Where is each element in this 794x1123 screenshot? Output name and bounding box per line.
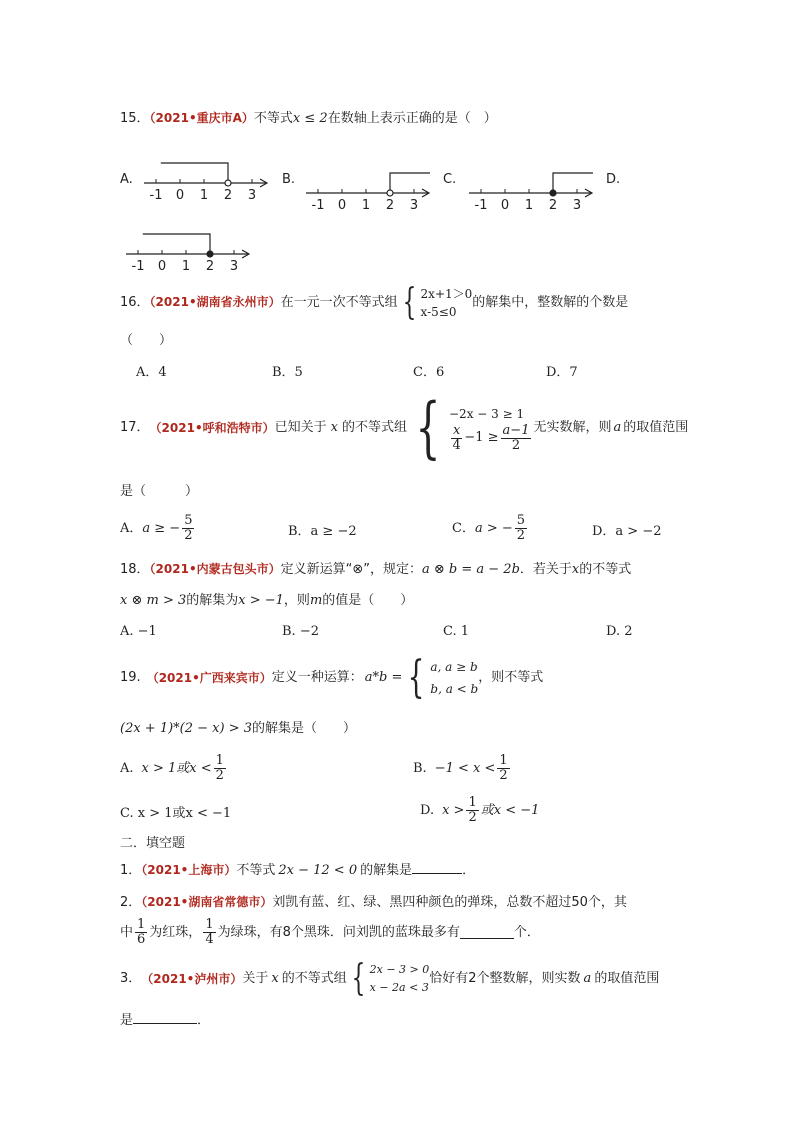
case-line: b, a < b <box>430 682 479 696</box>
question-text: 已知关于 <box>274 420 327 435</box>
option-c[interactable]: C. x > 1或x < −1 <box>120 806 232 821</box>
question-text: 的值是（ ） <box>322 593 414 608</box>
tick-label: -1 <box>149 188 163 203</box>
fraction-denominator: 2 <box>499 768 508 783</box>
question-text: 是 <box>120 1013 134 1028</box>
question-text: 刘凯有蓝、红、绿、黑四种颜色的弹珠，总数不超过50个，其 <box>272 895 627 910</box>
brace-icon: { <box>407 652 425 703</box>
math-expression: x ≤ 2 <box>292 111 328 126</box>
number-line-d-svg <box>122 226 262 276</box>
solution-bracket <box>390 173 430 190</box>
fraction-numerator: 5 <box>516 513 526 528</box>
question-source: （2021•泸州市） <box>141 972 243 986</box>
question-19-line2 <box>120 721 356 737</box>
question-source: （2021•湖南省永州市） <box>149 295 281 309</box>
question-19 <box>120 652 544 703</box>
math-variable: x <box>271 971 279 986</box>
tick-label: -1 <box>131 259 145 274</box>
fill-question-2-line2 <box>120 918 540 947</box>
brace-icon: { <box>402 281 416 323</box>
math-expression: x ⊗ m > 3 <box>120 593 187 608</box>
number-line-c <box>465 165 605 215</box>
fraction-denominator: 4 <box>205 932 214 947</box>
tick-label: 3 <box>409 198 419 213</box>
tick-label: 0 <box>500 198 510 213</box>
question-15 <box>120 110 497 127</box>
question-18 <box>120 561 631 578</box>
math-expression: x > <box>442 802 465 818</box>
option-label: C． <box>452 520 475 536</box>
fraction-numerator: 1 <box>205 917 214 932</box>
tick-label: 3 <box>247 188 257 203</box>
fraction-denominator: 2 <box>468 810 477 825</box>
fraction-denominator: 2 <box>215 768 224 783</box>
question-text: 为绿珠，有8个黑珠．问刘凯的蓝珠最多有 <box>217 924 460 940</box>
question-source: （2021•上海市） <box>141 863 237 877</box>
number-line-b-svg <box>302 165 442 215</box>
option-d[interactable] <box>420 796 539 825</box>
math-expression: a > − <box>474 520 513 536</box>
brace-icon: { <box>415 389 441 466</box>
tick-label: 1 <box>199 188 209 203</box>
fraction-numerator: 1 <box>215 753 224 768</box>
question-text: 在一元一次不等式组 <box>280 295 398 310</box>
option-a[interactable]: A．4 <box>136 365 167 380</box>
question-text: 的解集中，整数解的个数是 <box>472 295 629 310</box>
fraction-denominator: 4 <box>452 437 461 453</box>
question-number: 18． <box>120 562 150 577</box>
math-variable: x <box>330 420 338 435</box>
fraction-numerator: x <box>453 422 461 438</box>
brace-icon: { <box>351 958 366 999</box>
question-source: （2021•呼和浩特市） <box>149 421 275 435</box>
number-line-a-svg <box>140 155 280 205</box>
option-label: B. <box>413 760 427 776</box>
punctuation: ． <box>197 1013 211 1028</box>
closed-point <box>550 190 556 196</box>
fraction-numerator: 1 <box>499 753 508 768</box>
tick-label: 0 <box>175 188 185 203</box>
option-c[interactable] <box>452 514 529 543</box>
math-variable: x <box>571 562 580 577</box>
system-line: −2x − 3 ≥ 1 <box>449 406 525 421</box>
option-d[interactable]: D．a > −2 <box>592 524 662 539</box>
answer-paren: 是（ ） <box>120 484 199 499</box>
option-b-label[interactable]: B. <box>282 172 296 187</box>
question-source: （2021•广西来宾市） <box>146 671 272 685</box>
question-source: （2021•内蒙古包头市） <box>149 562 281 576</box>
answer-paren: （ ） <box>120 333 173 348</box>
question-18-line2 <box>120 593 413 609</box>
question-number: 16． <box>120 295 150 310</box>
system-line: x − 2a < 3 <box>369 981 429 994</box>
question-text: 个． <box>513 924 540 940</box>
tick-label: 3 <box>572 198 582 213</box>
question-text: ．若关于 <box>519 562 572 577</box>
question-text: 关于 <box>242 971 269 986</box>
question-text: ，则 <box>283 593 310 608</box>
question-source: （2021•湖南省常德市） <box>141 895 273 909</box>
math-variable: a <box>613 420 622 435</box>
question-text: 的取值范围 <box>623 420 689 435</box>
inequality-system <box>398 281 473 323</box>
option-a[interactable] <box>120 514 196 543</box>
option-c[interactable]: C．6 <box>413 365 445 380</box>
tick-label: -1 <box>311 198 325 213</box>
tick-label: 1 <box>361 198 371 213</box>
fill-question-1 <box>120 862 475 879</box>
math-expression: a*b = <box>364 670 403 685</box>
option-d[interactable]: D．7 <box>546 365 578 380</box>
fraction-denominator: 6 <box>137 932 146 947</box>
open-point <box>387 190 393 196</box>
tick-label: 3 <box>229 259 239 274</box>
fraction-denominator: 2 <box>184 528 193 543</box>
tick-label: 1 <box>524 198 534 213</box>
math-expression: −1 < x < <box>434 760 496 776</box>
system-line: x-5≤0 <box>420 304 457 319</box>
number-line-b <box>302 165 442 215</box>
answer-blank[interactable] <box>412 862 462 874</box>
option-c[interactable]: C. 1 <box>443 624 470 639</box>
option-a[interactable] <box>120 754 228 783</box>
question-number: 15． <box>120 111 150 126</box>
question-text: 的不等式组 <box>341 420 407 435</box>
tick-label: 1 <box>181 259 191 274</box>
punctuation: ． <box>462 863 476 878</box>
number-line-d <box>122 226 262 276</box>
option-b[interactable]: B．5 <box>272 365 303 380</box>
fraction-numerator: 1 <box>468 795 477 810</box>
option-label: A. <box>120 760 134 776</box>
math-expression: x > −1 <box>238 593 284 608</box>
solution-bracket <box>553 173 593 190</box>
fraction-denominator: 2 <box>511 437 521 453</box>
math-expression: x > 1或x < <box>141 760 212 776</box>
question-text: 的取值范围 <box>594 971 660 986</box>
question-text: 的解集是 <box>360 863 413 878</box>
number-line-a <box>140 155 280 205</box>
option-label: A． <box>120 520 143 536</box>
question-text: 无实数解，则 <box>533 420 612 435</box>
inequality-system <box>347 958 430 999</box>
option-d-label[interactable]: D. <box>606 172 621 187</box>
question-text: ，则不等式 <box>478 670 544 685</box>
math-variable: m <box>309 593 323 608</box>
question-text: 不等式 <box>236 863 276 878</box>
option-b[interactable]: B．a ≥ −2 <box>288 524 357 539</box>
fraction-numerator: 5 <box>184 513 193 528</box>
question-text: 定义新运算“⊗”，规定： <box>280 562 422 577</box>
question-text: 不等式 <box>253 111 293 126</box>
question-source: （2021•重庆市A） <box>149 111 254 125</box>
answer-blank[interactable] <box>133 1012 197 1024</box>
question-16 <box>120 281 629 323</box>
question-text: 的不等式组 <box>281 971 347 986</box>
question-17 <box>120 389 689 466</box>
inequality-system <box>407 389 533 466</box>
question-text: 在数轴上表示正确的是（ ） <box>327 111 497 126</box>
tick-label: 0 <box>157 259 167 274</box>
question-text: 为红珠， <box>149 924 202 940</box>
math-expression: 或x < −1 <box>480 802 540 818</box>
question-number: 1． <box>120 863 142 878</box>
tick-label: 0 <box>337 198 347 213</box>
solution-bracket <box>143 234 210 251</box>
question-number: 3． <box>120 971 142 986</box>
question-text: 的解集是（ ） <box>252 721 357 736</box>
tick-label: 2 <box>223 188 233 203</box>
math-expression: a ≥ − <box>142 520 181 536</box>
math-variable: a <box>583 971 592 986</box>
math-expression: −1 ≥ <box>464 430 499 445</box>
option-label: D. <box>420 802 435 818</box>
question-number: 19. <box>120 670 141 685</box>
fraction-numerator: a−1 <box>502 422 530 438</box>
solution-bracket <box>161 163 228 180</box>
case-line: a, a ≥ b <box>430 660 478 674</box>
question-text: 的不等式 <box>579 562 632 577</box>
fraction-denominator: 2 <box>516 528 526 543</box>
option-a[interactable]: A. −1 <box>120 624 157 639</box>
math-expression: 2x − 12 < 0 <box>278 863 358 878</box>
open-point <box>225 180 231 186</box>
question-number: 17． <box>120 420 150 435</box>
fill-question-3 <box>120 958 660 999</box>
option-b[interactable] <box>413 754 512 783</box>
tick-label: 2 <box>205 259 215 274</box>
fill-question-2 <box>120 894 627 911</box>
system-line: 2x − 3 > 0 <box>369 963 430 976</box>
question-text: 定义一种运算： <box>271 670 363 685</box>
question-text: 中 <box>120 924 134 940</box>
option-c-label[interactable]: C. <box>443 172 457 187</box>
option-b[interactable]: B. −2 <box>282 624 319 639</box>
answer-blank[interactable] <box>460 927 514 939</box>
piecewise-definition <box>402 652 479 703</box>
tick-label: -1 <box>474 198 488 213</box>
tick-label: 2 <box>385 198 395 213</box>
system-line: 2x+1＞0 <box>420 286 473 301</box>
fraction-numerator: 1 <box>137 917 146 932</box>
option-d[interactable]: D. 2 <box>606 624 633 639</box>
fill-question-3-line2 <box>120 1012 210 1029</box>
closed-point <box>207 251 213 257</box>
number-line-c-svg <box>465 165 605 215</box>
question-text: 的解集为 <box>186 593 239 608</box>
question-text: 恰好有2个整数解，则实数 <box>429 971 581 986</box>
question-number: 2． <box>120 895 142 910</box>
math-expression: (2x + 1)*(2 − x) > 3 <box>120 721 253 736</box>
section-heading: 二．填空题 <box>120 836 186 851</box>
option-a-label[interactable]: A. <box>120 172 133 187</box>
tick-label: 2 <box>548 198 558 213</box>
math-expression: a ⊗ b = a − 2b <box>422 562 520 577</box>
